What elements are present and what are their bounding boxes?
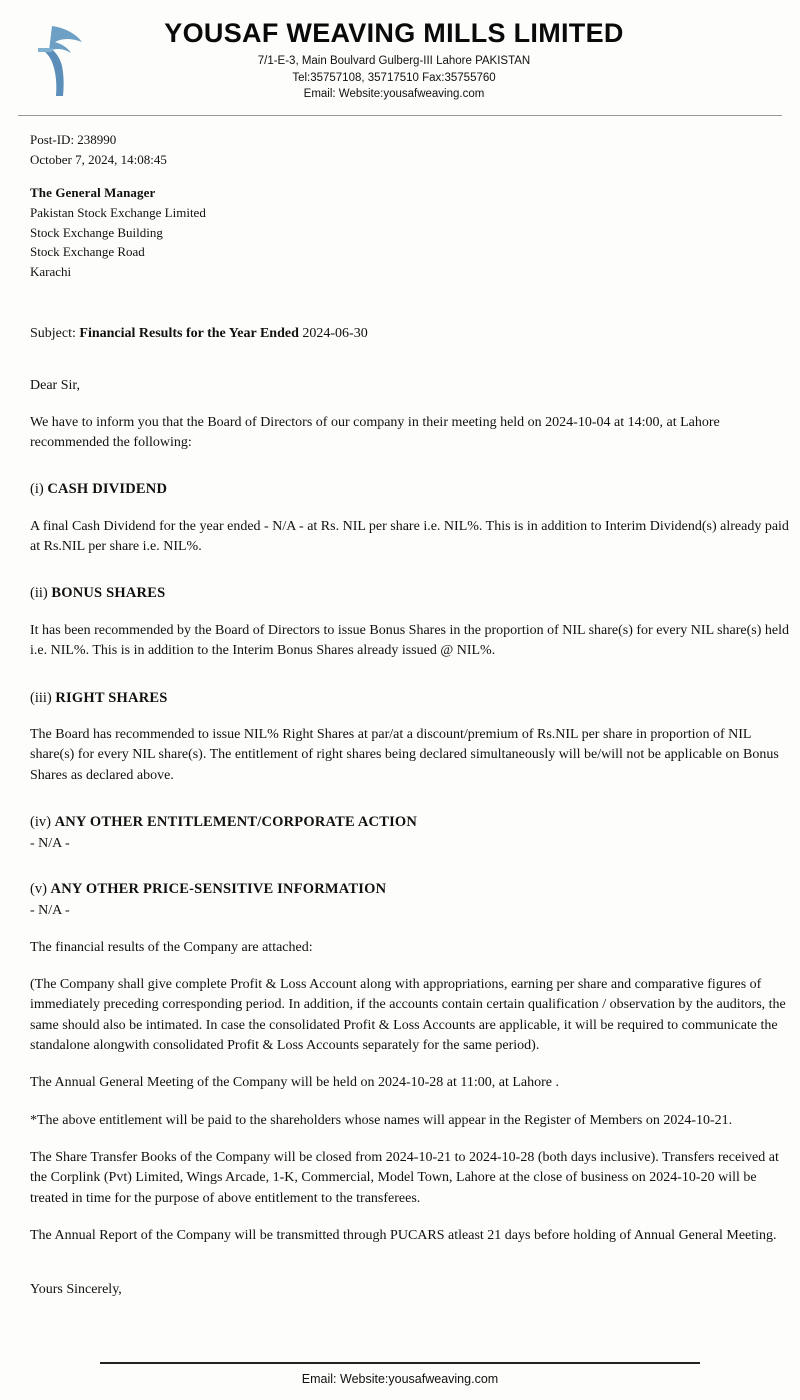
section-title: ANY OTHER PRICE-SENSITIVE INFORMATION	[50, 881, 387, 898]
document-body	[0, 116, 800, 1300]
subject-line	[30, 324, 790, 344]
entitlement-record-date: *The above entitlement will be paid to the shareholders whose names will appear in the Register of Members on 2024-10-21.	[30, 1112, 733, 1128]
company-email: Email: Website:yousafweaving.com	[303, 88, 485, 101]
company-address: 7/1-E-3, Main Boulvard Gulberg-III Lahore PAKISTAN	[257, 55, 531, 68]
section-number: (iii)	[30, 689, 52, 706]
company-name: YOUSAF WEAVING MILLS LIMITED	[164, 18, 624, 48]
addressee-line-4: Karachi	[30, 264, 72, 280]
addressee-line-3: Stock Exchange Road	[30, 244, 145, 260]
section-body-cash-dividend: A final Cash Dividend for the year ended - N/A - at Rs. NIL per share i.e. NIL%. This is in addition to Interim Dividend(s) already paid at Rs.NIL per share i.e. NIL%.	[30, 518, 789, 555]
section-number: (i)	[30, 481, 44, 498]
section-body-bonus-shares: It has been recommended by the Board of Directors to issue Bonus Shares in the proportion of NIL share(s) for every NIL share(s) held i.e. NIL%. This is in addition to the Interim Bonus Shares already issued @ NIL%.	[30, 622, 790, 659]
section-number: (ii)	[30, 585, 48, 602]
subject-text: Financial Results for the Year Ended	[79, 325, 299, 341]
annual-report-transmission: The Annual Report of the Company will be transmitted through PUCARS atleast 21 days before holding of Annual General Meeting.	[30, 1227, 777, 1243]
subject-label: Subject:	[30, 325, 76, 341]
section-body-other-entitlement: - N/A -	[30, 835, 70, 851]
page-footer	[0, 1362, 800, 1400]
section-title: ANY OTHER ENTITLEMENT/CORPORATE ACTION	[54, 813, 418, 830]
footer-contact: Email: Website:yousafweaving.com	[301, 1372, 499, 1386]
post-id: Post-ID: 238990	[30, 132, 117, 148]
addressee-line-1: Pakistan Stock Exchange Limited	[30, 204, 206, 220]
regulatory-note: (The Company shall give complete Profit & Loss Account along with appropriations, earning per share and comparative figures of immediately preceding corresponding period. In addition, if the accounts contain certain qualification / observation by the auditors, the same should also be intimated. In case the consolidated Profit & Loss Accounts are applicable, it will be required to communicate the standalone alongwith consolidated Profit & Loss Accounts separately for the same period).	[30, 977, 786, 1054]
section-title: RIGHT SHARES	[55, 689, 168, 706]
section-heading-right-shares	[30, 688, 790, 709]
salutation: Dear Sir,	[30, 377, 80, 393]
section-title: CASH DIVIDEND	[47, 481, 168, 498]
company-logo-icon	[22, 18, 94, 102]
financial-results-attached: The financial results of the Company are attached:	[30, 939, 313, 955]
section-title: BONUS SHARES	[51, 585, 166, 602]
subject-date: 2024-06-30	[302, 325, 368, 341]
intro-paragraph: We have to inform you that the Board of Directors of our company in their meeting held on 2024-10-04 at 14:00, at Lahore recommended the following:	[30, 414, 720, 450]
section-body-price-sensitive: - N/A -	[30, 903, 70, 918]
company-identity	[98, 18, 770, 103]
section-number: (iv)	[30, 813, 51, 830]
timestamp: October 7, 2024, 14:08:45	[30, 151, 167, 167]
section-body-right-shares: The Board has recommended to issue NIL% Right Shares at par/at a discount/premium of Rs.NIL per share in proportion of NIL share(s) for every NIL share(s). The entitlement of right shares being declared simultaneously will be/will not be applicable on Bonus Shares as declared above.	[30, 727, 779, 783]
addressee-block	[30, 183, 790, 282]
signoff: Yours Sincerely,	[30, 1282, 122, 1298]
agm-details: The Annual General Meeting of the Company will be held on 2024-10-28 at 11:00, at Lahore .	[30, 1075, 560, 1091]
section-heading-other-entitlement	[30, 812, 790, 833]
section-number: (v)	[30, 881, 47, 898]
section-heading-price-sensitive	[30, 879, 790, 900]
share-transfer-books: The Share Transfer Books of the Company will be closed from 2024-10-21 to 2024-10-28 (both days inclusive). Transfers received at the Corplink (Pvt) Limited, Wings Arcade, 1-K, Commercial, Model Town, Lahore at the close of business on 2024-10-20 will be treated in time for the purpose of above entitlement to the transferees.	[30, 1149, 779, 1206]
section-heading-bonus-shares	[30, 583, 790, 604]
addressee-line-2: Stock Exchange Building	[30, 224, 163, 240]
addressee-title: The General Manager	[30, 185, 156, 201]
company-phone: Tel:35757108, 35717510 Fax:35755760	[292, 71, 496, 84]
section-heading-cash-dividend	[30, 479, 790, 500]
letterhead	[0, 0, 800, 109]
